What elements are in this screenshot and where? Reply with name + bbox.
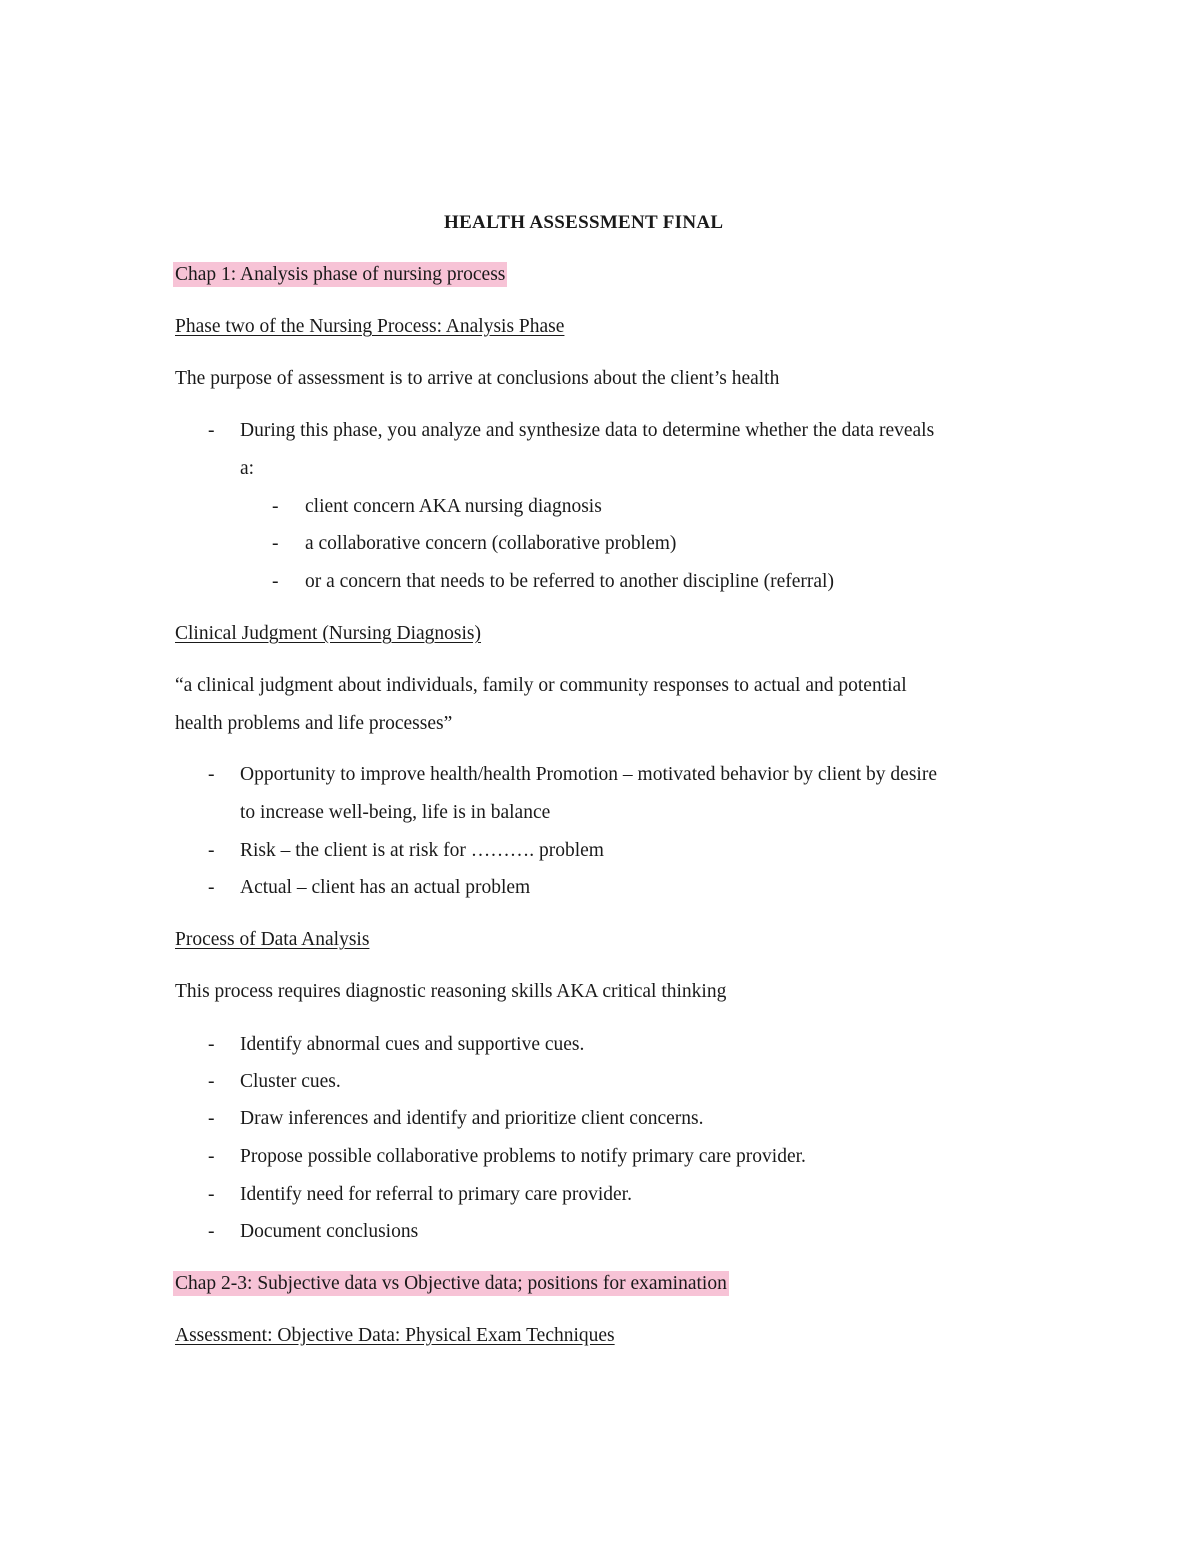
sub-bullet-dash: - xyxy=(272,571,279,592)
bullet-dash: - xyxy=(208,1184,215,1205)
process-item: Draw inferences and identify and prioritize client concerns. xyxy=(240,1108,704,1129)
chap2-heading-wrap xyxy=(173,1273,729,1295)
bullet-main-line1: During this phase, you analyze and synthesize data to determine whether the data reveals xyxy=(240,420,935,441)
quote-line1: “a clinical judgment about individuals, family or community responses to actual and potential xyxy=(175,675,907,696)
opportunity-line2: to increase well-being, life is in balance xyxy=(240,802,551,823)
clinical-judgment-heading: Clinical Judgment (Nursing Diagnosis) xyxy=(175,623,482,644)
actual-item: Actual – client has an actual problem xyxy=(240,877,531,898)
process-item: Propose possible collaborative problems to notify primary care provider. xyxy=(240,1146,806,1167)
bullet-dash: - xyxy=(208,1034,215,1055)
process-item: Identify need for referral to primary care provider. xyxy=(240,1184,632,1205)
bullet-dash: - xyxy=(208,877,215,898)
chap1-heading: Chap 1: Analysis phase of nursing process xyxy=(175,264,506,285)
process-intro: This process requires diagnostic reasoning skills AKA critical thinking xyxy=(175,981,727,1002)
phase-two-heading: Phase two of the Nursing Process: Analysis Phase xyxy=(175,316,565,337)
process-item: Cluster cues. xyxy=(240,1071,341,1092)
sub-bullet-item: client concern AKA nursing diagnosis xyxy=(305,496,602,517)
sub-bullet-dash: - xyxy=(272,533,279,554)
sub-bullet-item: or a concern that needs to be referred to another discipline (referral) xyxy=(305,571,834,592)
sub-bullet-dash: - xyxy=(272,496,279,517)
chap1-heading-wrap xyxy=(173,264,507,286)
process-heading: Process of Data Analysis xyxy=(175,929,370,950)
bullet-dash: - xyxy=(208,1108,215,1129)
process-item: Document conclusions xyxy=(240,1221,419,1242)
risk-item: Risk – the client is at risk for ………. problem xyxy=(240,840,604,861)
bullet-dash: - xyxy=(208,1071,215,1092)
bullet-dash: - xyxy=(208,764,215,785)
process-item: Identify abnormal cues and supportive cues. xyxy=(240,1034,585,1055)
bullet-dash: - xyxy=(208,420,215,441)
opportunity-line1: Opportunity to improve health/health Promotion – motivated behavior by client by desire xyxy=(240,764,937,785)
bullet-dash: - xyxy=(208,1146,215,1167)
sub-bullet-item: a collaborative concern (collaborative problem) xyxy=(305,533,677,554)
chap2-heading: Chap 2-3: Subjective data vs Objective data; positions for examination xyxy=(175,1273,727,1294)
objective-data-heading: Assessment: Objective Data: Physical Exam Techniques xyxy=(175,1325,615,1346)
bullet-dash: - xyxy=(208,1221,215,1242)
quote-line2: health problems and life processes” xyxy=(175,713,453,734)
document-title: HEALTH ASSESSMENT FINAL xyxy=(444,212,724,233)
purpose-paragraph: The purpose of assessment is to arrive at conclusions about the client’s health xyxy=(175,368,780,389)
bullet-dash: - xyxy=(208,840,215,861)
bullet-main-line2: a: xyxy=(240,458,255,479)
